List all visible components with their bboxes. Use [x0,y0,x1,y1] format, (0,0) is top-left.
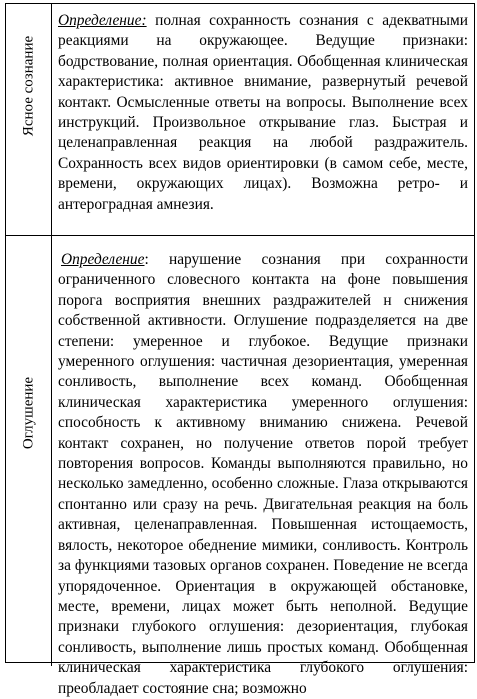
row-label: Ясное сознание [20,35,36,137]
table-row-stupor [6,236,474,697]
definition-term: Определение [61,251,145,268]
table-row-clear-consciousness [6,4,474,236]
row-description [52,4,474,235]
row-label: Оглушение [20,376,36,450]
definition-text: полная сохранность сознания с адекватными реакциями на окружающее. Ведущие признаки: бодрствование, полная ориентация. Обобщенная клиническая характеристика: активное внимание, развернутый речевой контакт. Осмысленные ответы на вопросы. Выполнение всех инструкций. Произвольное открывание глаз. Быстрая и целенаправленная реакция на любой раздражитель. Сохранность всех видов ориентировки (в самом себе, месте, времени, окружающих лицах). Возможна ретро- и антероградная амнезия. [58,12,468,213]
consciousness-table [5,3,475,697]
definition-text: : нарушение сознания при сохранности ограниченного словесного контакта на фоне повышения порога восприятия внешних раздражителей н снижения собственной активности. Оглушение подразделяется на две степени: умеренное и глубокое. Ведущие признаки умеренного оглушения: частичная дезориентация, умеренная сонливость, выполнение всех команд. Обобщенная клиническая характеристика умеренного оглушения: способность к активному вниманию снижена. Речевой контакт сохранен, но получение ответов порой требует повторения вопросов. Команды выполняются правильно, но несколько замедленно, особенно сложные. Глаза открываются спонтанно или сразу на речь. Двигательная реакция на боль активная, целенаправленная. Повышенная истощаемость, вялость, некоторое обеднение мимики, сонливость. Контроль за функциями тазовых органов сохранен. Поведение не всегда упорядоченное. Ориентация в окружающей обстановке, месте, времени, лицах может быть неполной. Ведущие признаки глубокого оглушения: дезориентация, глубокая сонливость, выполнение лишь простых команд. Обобщенная клиническая характеристика глубокого оглушения: преобладает состояние сна; возможно [58,251,468,697]
row-label-cell [6,236,52,666]
definition-term: Определение: [58,12,147,29]
row-description [52,236,474,697]
row-label-cell [6,4,52,235]
